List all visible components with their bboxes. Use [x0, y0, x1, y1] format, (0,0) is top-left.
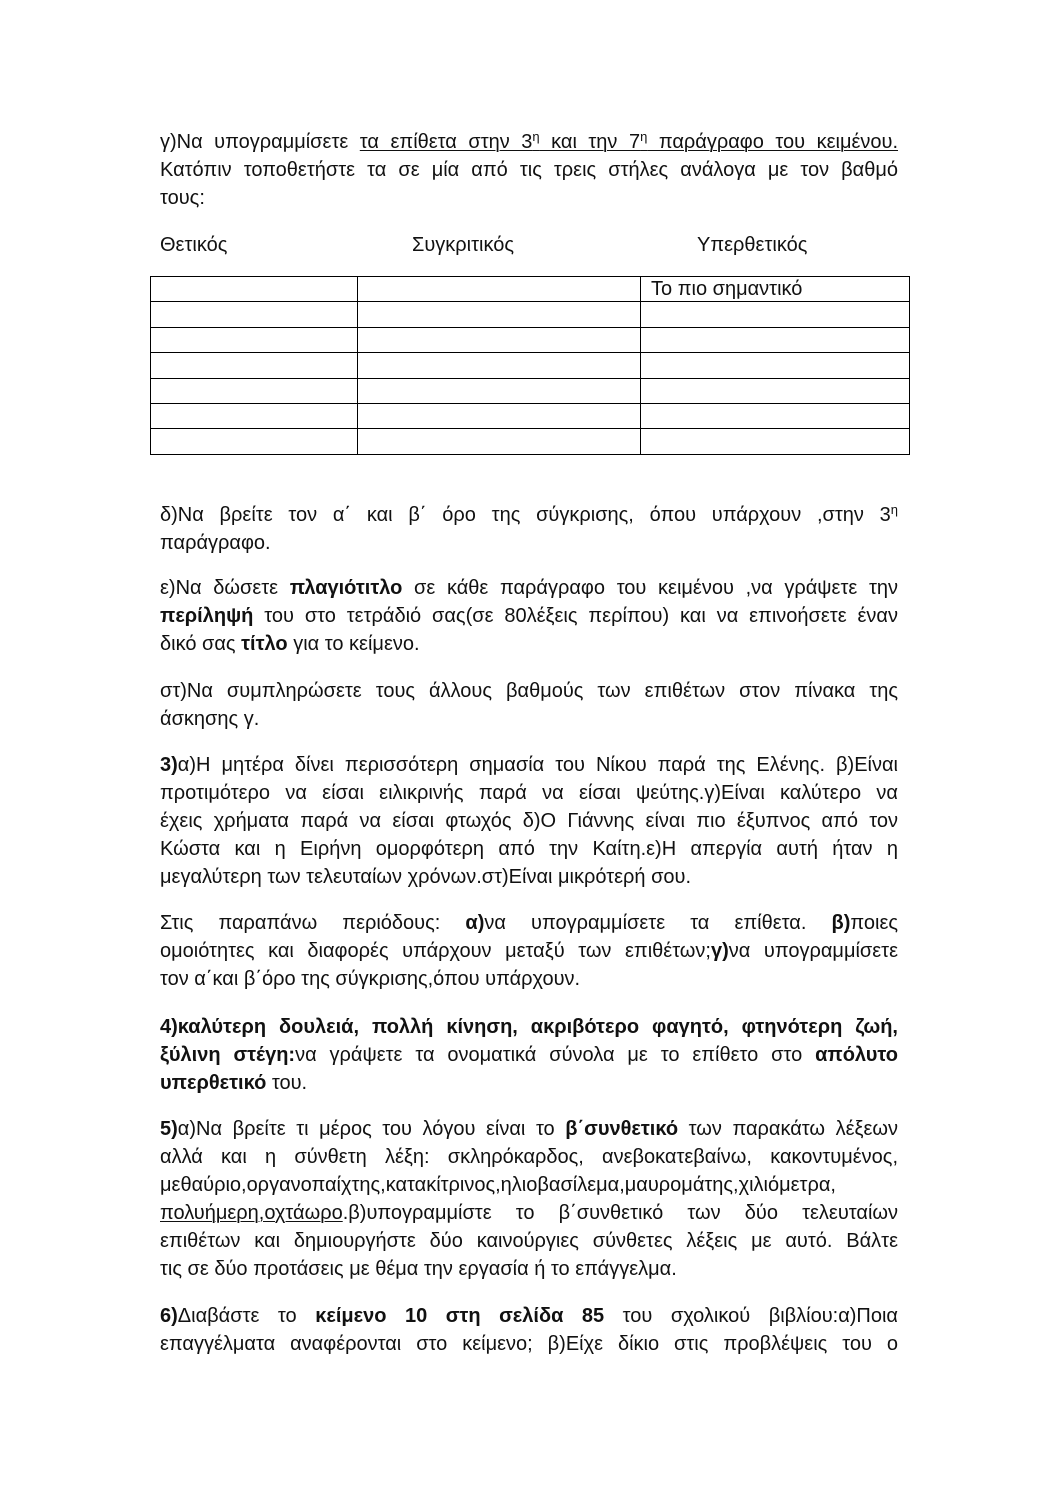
text-run: του. — [266, 1072, 308, 1094]
table-cell — [641, 353, 910, 378]
table-cell — [151, 327, 358, 352]
bold-term: κείμενο 10 στη σελίδα 85 — [315, 1305, 605, 1327]
exercise-st-paragraph — [160, 677, 898, 733]
text-run: να γράψετε τα ονοματικά σύνολα με το επίθετο στο — [295, 1044, 816, 1066]
exercise-3-tasks-paragraph — [160, 909, 898, 993]
table-cell — [641, 378, 910, 403]
table-cell — [358, 429, 641, 454]
bold-term: υπερθετικό — [160, 1072, 267, 1094]
text-run: να υπογραμμίσετε — [728, 940, 898, 962]
exercise-g-line-1 — [160, 128, 898, 156]
superscript-1: η — [532, 129, 540, 144]
text-run: δικό σας — [160, 633, 242, 655]
exercise-3-line-1 — [160, 751, 898, 779]
exercise-st-line-2: άσκησης γ. — [160, 708, 260, 730]
text-run: ομοιότητες και διαφορές υπάρχουν μεταξύ των επιθέτων; — [160, 940, 711, 962]
superscript: η — [890, 502, 898, 517]
exercise-e-line-1 — [160, 574, 898, 602]
table-row — [151, 378, 910, 403]
exercise-3-line-2: προτιμότερο να είσαι ειλικρινής παρά να είσαι ψεύτης.γ)Είναι καλύτερο να — [160, 782, 898, 804]
exercise-5-paragraph — [160, 1115, 898, 1283]
exercise-g-line-3: τους: — [160, 187, 205, 209]
exercise-3-line-3: έχεις χρήματα παρά να είσαι φτωχός δ)Ο Γιάννης είναι πιο έξυπνος από τον — [160, 810, 898, 832]
underlined-text-1: τα επίθετα στην 3 — [359, 131, 533, 153]
superscript-2: η — [640, 129, 648, 144]
table-cell — [151, 302, 358, 327]
text-run: α)Να βρείτε τι μέρος του λόγου είναι το — [177, 1118, 566, 1140]
text-run: ε)Να δώσετε — [160, 577, 290, 599]
bold-term: τίτλο — [241, 633, 288, 655]
table-cell — [358, 302, 641, 327]
exercise-d-line-1 — [160, 501, 898, 529]
table-cell — [151, 403, 358, 428]
table-cell — [151, 277, 358, 302]
text-run: α)Η μητέρα δίνει περισσότερη σημασία του Νίκου παρά της Ελένης. β)Είναι — [177, 754, 898, 776]
tasks-line-1 — [160, 909, 898, 937]
exercise-d-line-2: παράγραφο. — [160, 532, 271, 554]
table-row — [151, 353, 910, 378]
text-run: ποιες — [850, 912, 898, 934]
text-run: Στις παραπάνω περιόδους: — [160, 912, 466, 934]
table-column-headers — [0, 231, 1059, 259]
exercise-e-line-3 — [160, 630, 898, 658]
exercise-5-line-3: μεθαύριο,οργανοπαίχτης,κατακίτρινος,ηλιοβασίλεμα,μαυρομάτης,χιλιόμετρα, — [160, 1174, 836, 1196]
exercise-g-label: γ)Να υπογραμμίσετε — [160, 131, 360, 153]
exercise-6-line-2: επαγγέλματα αναφέρονται στο κείμενο; β)Είχε δίκιο στις προβλέψεις του ο — [160, 1333, 898, 1355]
exercise-4-line-2 — [160, 1041, 898, 1069]
table-cell — [358, 378, 641, 403]
exercise-d-text: δ)Να βρείτε τον α΄ και β΄ όρο της σύγκρισης, όπου υπάρχουν ,στην 3 — [160, 504, 891, 526]
exercise-d-paragraph — [160, 501, 898, 557]
underlined-text-2: και την 7 — [539, 131, 641, 153]
text-run: σε κάθε παράγραφο του κειμένου ,να γράψετε την — [402, 577, 898, 599]
tasks-line-2 — [160, 937, 898, 965]
table-cell — [641, 429, 910, 454]
exercise-3-line-5: μεγαλύτερη των τελευταίων χρόνων.στ)Είναι μικρότερή σου. — [160, 866, 692, 888]
bold-label: β) — [831, 912, 851, 934]
text-run: Διαβάστε το — [177, 1305, 316, 1327]
exercise-number: 5) — [160, 1118, 178, 1140]
underlined-text-3: παράγραφο του κειμένου. — [647, 131, 899, 153]
bold-term: ξύλινη στέγη: — [160, 1044, 296, 1066]
exercise-e-line-2 — [160, 602, 898, 630]
bold-term: β΄συνθετικό — [565, 1118, 679, 1140]
adjective-degree-table — [150, 276, 910, 455]
table-cell — [641, 327, 910, 352]
text-run: να υπογραμμίσετε τα επίθετα. — [484, 912, 832, 934]
header-positive: Θετικός — [160, 234, 228, 256]
bold-term: πλαγιότιτλο — [289, 577, 403, 599]
exercise-3-paragraph — [160, 751, 898, 891]
table-row — [151, 277, 910, 302]
table-row — [151, 429, 910, 454]
exercise-5-line-4 — [160, 1199, 898, 1227]
table-cell — [151, 353, 358, 378]
text-run: .β)υπογραμμίστε το β΄συνθετικό των δύο τελευταίων — [342, 1202, 898, 1224]
exercise-5-line-2: αλλά και η σύνθετη λέξη: σκληρόκαρδος, ανεβοκατεβαίνω, κακοντυμένος, — [160, 1146, 898, 1168]
exercise-e-paragraph — [160, 574, 898, 658]
bold-label: α) — [465, 912, 485, 934]
tasks-line-3: τον α΄και β΄όρο της σύγκρισης,όπου υπάρχουν. — [160, 968, 581, 990]
exercise-g-line-2: Κατόπιν τοποθετήστε τα σε μία από τις τρεις στήλες ανάλογα με τον βαθμό — [160, 159, 898, 181]
text-run: των παρακάτω λέξεων — [678, 1118, 899, 1140]
table-cell — [358, 277, 641, 302]
exercise-5-line-1 — [160, 1115, 898, 1143]
table-cell: Το πιο σημαντικό — [641, 277, 910, 302]
exercise-4-line-3 — [160, 1069, 898, 1097]
exercise-5-line-5: επιθέτων και δημιουργήστε δύο καινούργιες σύνθετες λέξεις με αυτό. Βάλτε — [160, 1230, 898, 1252]
exercise-6-line-1 — [160, 1302, 898, 1330]
exercise-4-line-1: 4)καλύτερη δουλειά, πολλή κίνηση, ακριβότερο φαγητό, φτηνότερη ζωή, — [160, 1016, 898, 1038]
exercise-4-paragraph — [160, 1013, 898, 1097]
table-cell — [358, 353, 641, 378]
bold-label: γ) — [710, 940, 729, 962]
text-run: του σχολικού βιβλίου:α)Ποια — [604, 1305, 898, 1327]
table-cell — [151, 378, 358, 403]
bold-term: περίληψή — [160, 605, 254, 627]
table-cell — [358, 403, 641, 428]
table-row — [151, 302, 910, 327]
text-run: για το κείμενο. — [287, 633, 420, 655]
table-cell — [358, 327, 641, 352]
exercise-6-paragraph — [160, 1302, 898, 1358]
table-cell — [641, 302, 910, 327]
underlined-words: πολυήμερη,οχτάωρο — [160, 1202, 343, 1224]
table-row — [151, 327, 910, 352]
header-superlative: Υπερθετικός — [697, 234, 808, 256]
exercise-g-paragraph — [160, 128, 898, 212]
underlined-instruction — [360, 131, 898, 153]
table-row — [151, 403, 910, 428]
exercise-5-line-6: τις σε δύο προτάσεις με θέμα την εργασία ή το επάγγελμα. — [160, 1258, 677, 1280]
exercise-st-line-1: στ)Να συμπληρώσετε τους άλλους βαθμούς των επιθέτων στον πίνακα της — [160, 680, 898, 702]
table-cell — [151, 429, 358, 454]
exercise-number: 3) — [160, 754, 178, 776]
header-comparative: Συγκριτικός — [412, 234, 514, 256]
text-run: του στο τετράδιό σας(σε 80λέξεις περίπου) και να επινοήσετε έναν — [253, 605, 898, 627]
bold-term: απόλυτο — [815, 1044, 898, 1066]
exercise-number: 6) — [160, 1305, 178, 1327]
table-cell — [641, 403, 910, 428]
exercise-3-line-4: Κώστα και η Ειρήνη ομορφότερη από την Καίτη.ε)Η απεργία αυτή ήταν η — [160, 838, 898, 860]
